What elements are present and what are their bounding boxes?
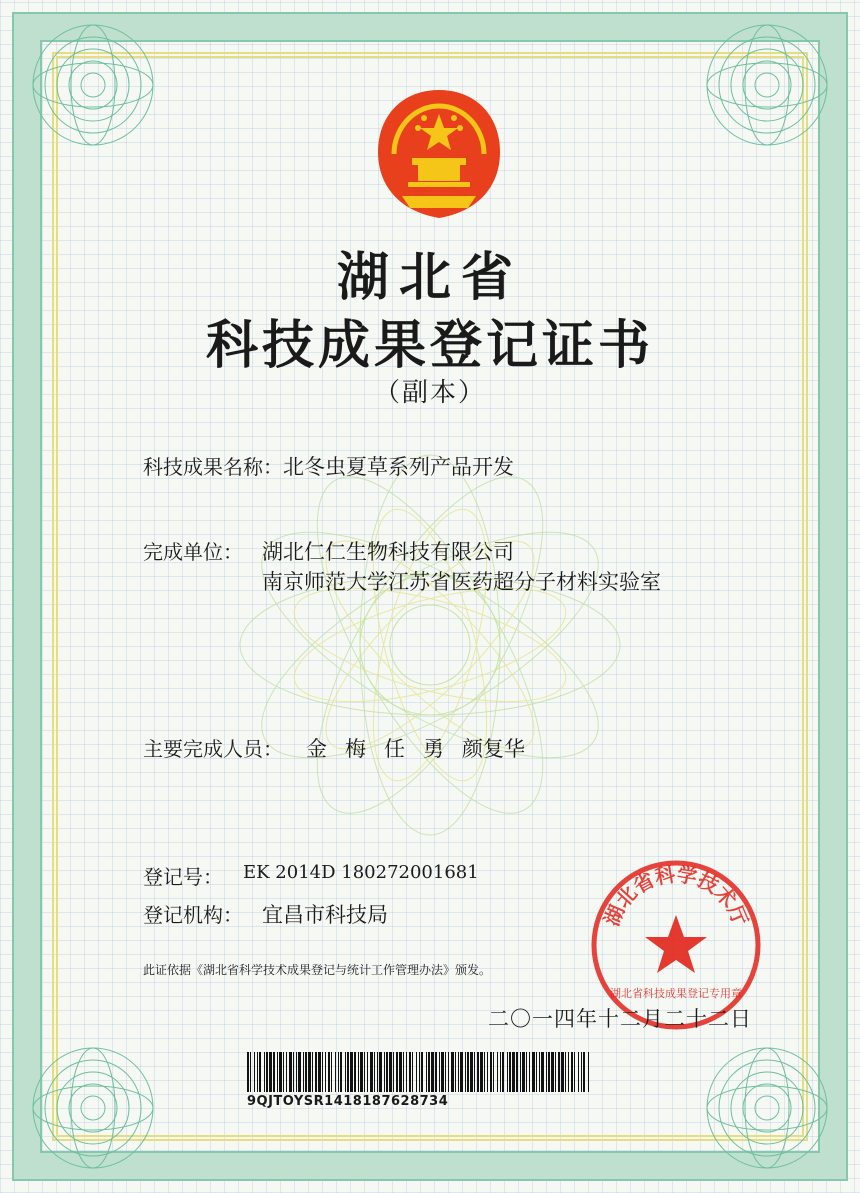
- person-name: 勇: [423, 737, 444, 761]
- corner-rosette-icon: [692, 1033, 842, 1183]
- achievement-name-row: [143, 451, 514, 481]
- corner-rosette-icon: [18, 1033, 168, 1183]
- national-emblem-icon: [372, 84, 506, 224]
- person-name: 颜复华: [462, 737, 525, 761]
- seal-outer-text: 湖北省科学技术厅: [599, 862, 753, 930]
- main-persons-label: 主要完成人员：: [143, 737, 283, 761]
- registration-number-label: 登记号：: [143, 865, 223, 889]
- registration-number: EK 2014D 180272001681: [243, 862, 479, 883]
- achievement-name-value: 北冬虫夏草系列产品开发: [283, 455, 514, 479]
- certificate-title: 科技成果登记证书: [205, 316, 654, 376]
- completion-unit-2: 南京师范大学江苏省医药超分子材料实验室: [262, 570, 661, 594]
- person-name: 任: [384, 737, 405, 761]
- registration-org: 宜昌市科技局: [262, 903, 388, 927]
- main-persons-list: [306, 733, 543, 763]
- barcode-number: 9QJTOYSR1418187628734: [247, 1094, 449, 1109]
- achievement-name-label: 科技成果名称：: [143, 455, 283, 479]
- issue-date: 二〇一四年十二月二十二日: [488, 1007, 752, 1031]
- issuing-basis-note: 此证依据《湖北省科学技术成果登记与统计工作管理办法》颁发。: [143, 963, 492, 977]
- person-name: 金: [306, 737, 327, 761]
- registration-org-label: 登记机构：: [143, 903, 243, 927]
- background-rosette-icon: [230, 445, 630, 845]
- copy-subtitle: （副本）: [373, 378, 486, 408]
- barcode-icon: [247, 1052, 590, 1092]
- completion-unit-label: 完成单位：: [143, 540, 243, 564]
- completion-unit-1: 湖北仁仁生物科技有限公司: [262, 540, 514, 564]
- certificate-title-province: 湖北省: [336, 248, 523, 308]
- corner-rosette-icon: [692, 10, 842, 160]
- corner-rosette-icon: [18, 10, 168, 160]
- person-name: 梅: [345, 737, 366, 761]
- seal-inner-text: 湖北省科技成果登记专用章: [610, 987, 742, 1000]
